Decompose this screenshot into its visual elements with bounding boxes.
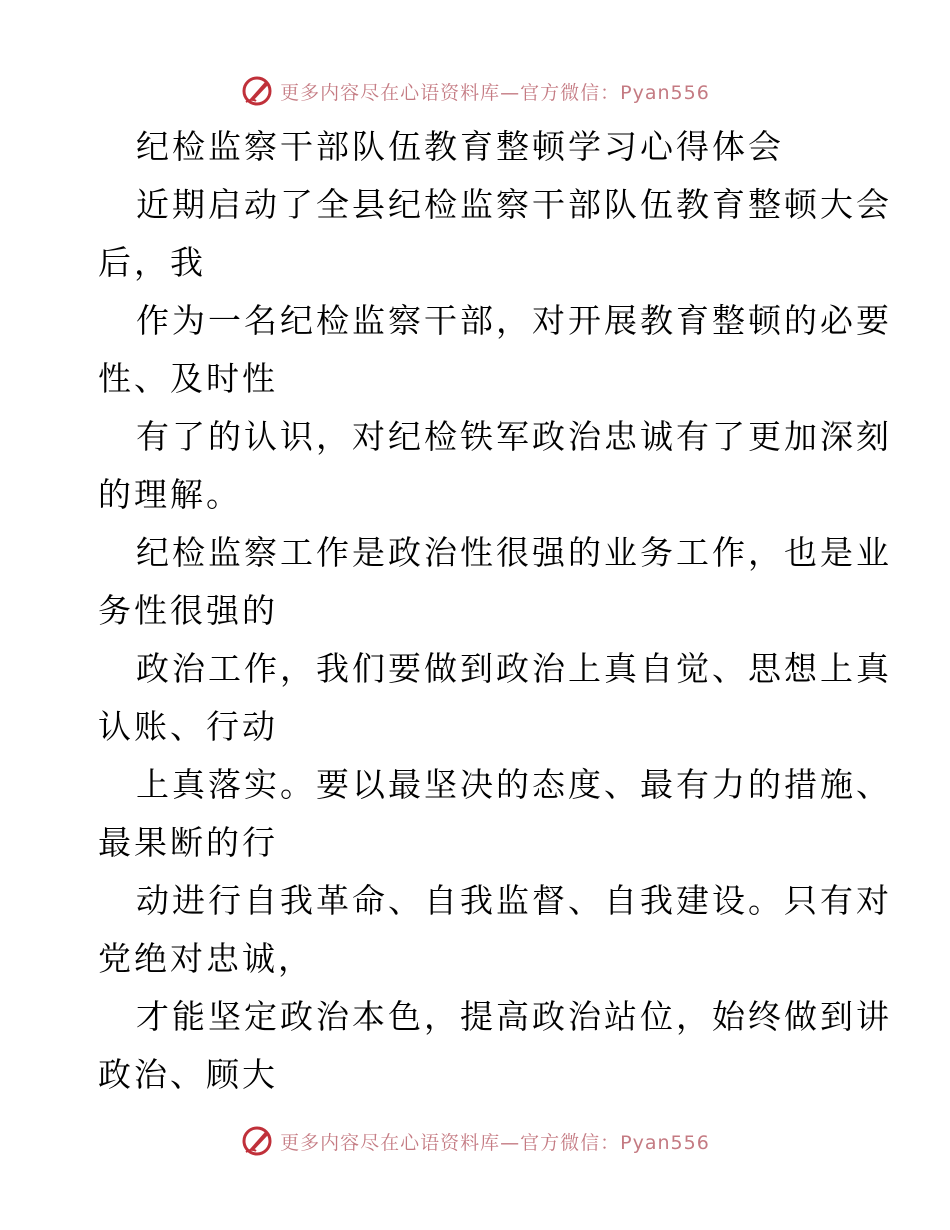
text-line: 有了的认识，对纪检铁军政治忠诚有了更加深刻 [136, 417, 892, 456]
text-line: 政治工作，我们要做到政治上真自觉、思想上真 [136, 649, 892, 688]
text-line: 认账、行动 [98, 707, 278, 746]
document-body [98, 118, 892, 1104]
text-line: 务性很强的 [98, 591, 278, 630]
text-line: 的理解。 [98, 475, 242, 514]
watermark-text: 更多内容尽在心语资料库—官方微信：Pyan556 [280, 81, 710, 104]
text-line: 才能坚定政治本色，提高政治站位，始终做到讲 [136, 997, 892, 1036]
text-line: 最果断的行 [98, 823, 278, 862]
text-line: 党绝对忠诚， [98, 939, 314, 978]
watermark-text: 更多内容尽在心语资料库—官方微信：Pyan556 [280, 1131, 710, 1154]
watermark-header [0, 71, 950, 111]
text-line: 性、及时性 [98, 359, 278, 398]
text-line: 上真落实。要以最坚决的态度、最有力的措施、 [136, 765, 892, 804]
text-line: 作为一名纪检监察干部，对开展教育整顿的必要 [136, 301, 892, 340]
text-line: 政治、顾大 [98, 1055, 278, 1094]
text-line: 纪检监察工作是政治性很强的业务工作，也是业 [136, 533, 892, 572]
text-line: 动进行自我革命、自我监督、自我建设。只有对 [136, 881, 892, 920]
text-line: 后，我 [98, 243, 206, 282]
text-line: 近期启动了全县纪检监察干部队伍教育整顿大会 [136, 185, 892, 224]
quill-logo-icon [240, 1124, 274, 1158]
quill-logo-icon [240, 74, 274, 108]
watermark-footer [0, 1121, 950, 1161]
document-title: 纪检监察干部队伍教育整顿学习心得体会 [136, 127, 784, 166]
